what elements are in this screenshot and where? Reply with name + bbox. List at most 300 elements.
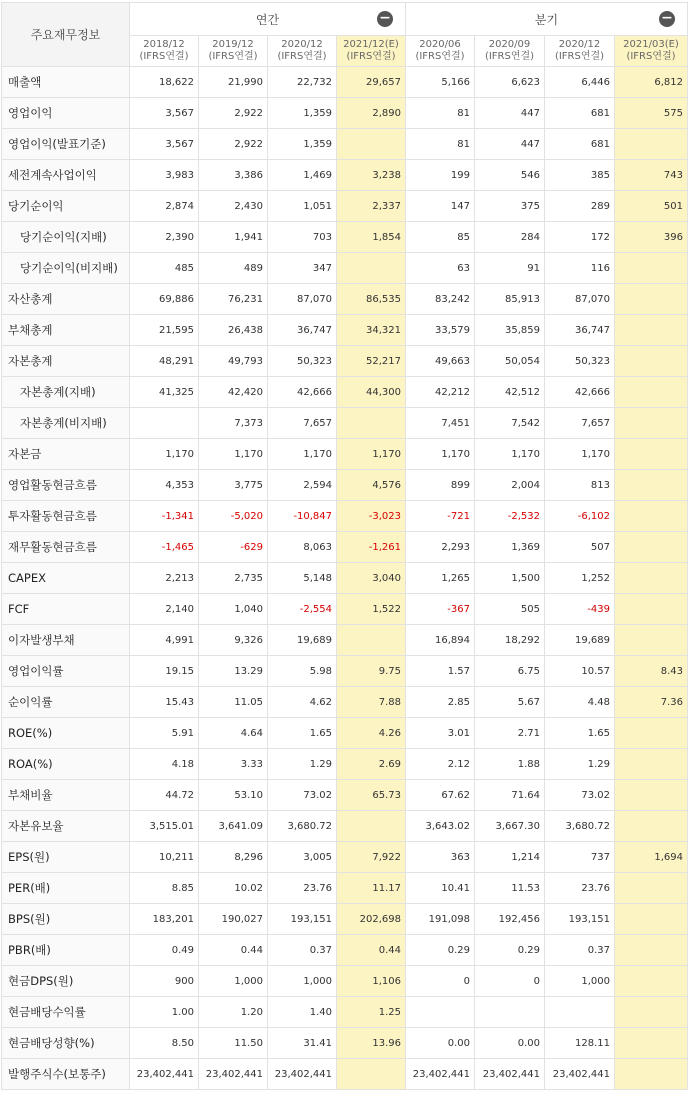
- value-cell: 21,595: [130, 315, 199, 346]
- value-cell: 87,070: [545, 284, 615, 315]
- value-cell: 67.62: [406, 780, 475, 811]
- value-cell: 31.41: [268, 1028, 337, 1059]
- value-cell: [475, 997, 545, 1028]
- collapse-annual-minus-icon[interactable]: −: [377, 11, 393, 27]
- value-cell: 13.96: [337, 1028, 406, 1059]
- table-row: [2, 129, 688, 160]
- value-cell: 86,535: [337, 284, 406, 315]
- value-cell: 546: [475, 160, 545, 191]
- value-cell: 0.00: [475, 1028, 545, 1059]
- value-cell: -367: [406, 594, 475, 625]
- value-cell: 190,027: [199, 904, 268, 935]
- value-cell: 3.01: [406, 718, 475, 749]
- quarter-group-header: [406, 3, 688, 36]
- table-row: [2, 470, 688, 501]
- table-row: [2, 563, 688, 594]
- value-cell: 7,922: [337, 842, 406, 873]
- value-cell: 5.98: [268, 656, 337, 687]
- value-cell: 10,211: [130, 842, 199, 873]
- value-cell: 7,657: [545, 408, 615, 439]
- value-cell: [130, 408, 199, 439]
- row-label: 영업활동현금흐름: [2, 470, 130, 501]
- row-label: 세전계속사업이익: [2, 160, 130, 191]
- value-cell: 16,894: [406, 625, 475, 656]
- value-cell: 1,252: [545, 563, 615, 594]
- value-cell: -3,023: [337, 501, 406, 532]
- value-cell: 69,886: [130, 284, 199, 315]
- table-row: [2, 718, 688, 749]
- value-cell: 10.41: [406, 873, 475, 904]
- value-cell: 73.02: [268, 780, 337, 811]
- value-cell: 1,500: [475, 563, 545, 594]
- value-cell: 42,420: [199, 377, 268, 408]
- value-cell: 50,054: [475, 346, 545, 377]
- value-cell: 1,941: [199, 222, 268, 253]
- value-cell: 10.57: [545, 656, 615, 687]
- value-cell: 19.15: [130, 656, 199, 687]
- basis-label: (IFRS연결): [626, 51, 676, 62]
- value-cell: [615, 780, 688, 811]
- value-cell: -629: [199, 532, 268, 563]
- value-cell: 2,430: [199, 191, 268, 222]
- value-cell: 1,000: [199, 966, 268, 997]
- table-row: [2, 935, 688, 966]
- basis-label: (IFRS연결): [139, 51, 189, 62]
- value-cell: 85: [406, 222, 475, 253]
- collapse-quarter-minus-icon[interactable]: −: [659, 11, 675, 27]
- value-cell: 63: [406, 253, 475, 284]
- row-label: 현금배당수익률: [2, 997, 130, 1028]
- value-cell: 4.48: [545, 687, 615, 718]
- table-row: [2, 811, 688, 842]
- value-cell: 2,922: [199, 129, 268, 160]
- value-cell: 813: [545, 470, 615, 501]
- value-cell: 4,576: [337, 470, 406, 501]
- value-cell: -721: [406, 501, 475, 532]
- value-cell: 15.43: [130, 687, 199, 718]
- annual-group-header: [130, 3, 406, 36]
- value-cell: 737: [545, 842, 615, 873]
- value-cell: 23,402,441: [406, 1059, 475, 1090]
- value-cell: -6,102: [545, 501, 615, 532]
- row-label: 영업이익률: [2, 656, 130, 687]
- value-cell: -10,847: [268, 501, 337, 532]
- value-cell: 1.57: [406, 656, 475, 687]
- value-cell: [545, 997, 615, 1028]
- value-cell: 6.75: [475, 656, 545, 687]
- value-cell: 1.40: [268, 997, 337, 1028]
- value-cell: 8,296: [199, 842, 268, 873]
- value-cell: 48,291: [130, 346, 199, 377]
- value-cell: 18,622: [130, 67, 199, 98]
- value-cell: 1,854: [337, 222, 406, 253]
- row-label: 자산총계: [2, 284, 130, 315]
- value-cell: 1.65: [545, 718, 615, 749]
- table-row: [2, 253, 688, 284]
- value-cell: 5,166: [406, 67, 475, 98]
- value-cell: 41,325: [130, 377, 199, 408]
- value-cell: [406, 997, 475, 1028]
- period-header-cell: [475, 36, 545, 67]
- value-cell: 347: [268, 253, 337, 284]
- value-cell: 22,732: [268, 67, 337, 98]
- value-cell: 19,689: [268, 625, 337, 656]
- value-cell: 2,390: [130, 222, 199, 253]
- value-cell: 1,694: [615, 842, 688, 873]
- value-cell: 11.17: [337, 873, 406, 904]
- value-cell: 6,446: [545, 67, 615, 98]
- financial-summary-table: [1, 2, 688, 1090]
- value-cell: 1,469: [268, 160, 337, 191]
- value-cell: 1,170: [199, 439, 268, 470]
- value-cell: 0.37: [268, 935, 337, 966]
- value-cell: 6,812: [615, 67, 688, 98]
- value-cell: 13.29: [199, 656, 268, 687]
- value-cell: 3,643.02: [406, 811, 475, 842]
- value-cell: 1,000: [268, 966, 337, 997]
- value-cell: 4,991: [130, 625, 199, 656]
- table-row: [2, 997, 688, 1028]
- value-cell: 1,040: [199, 594, 268, 625]
- value-cell: 1.88: [475, 749, 545, 780]
- value-cell: -5,020: [199, 501, 268, 532]
- value-cell: 0.44: [199, 935, 268, 966]
- value-cell: 284: [475, 222, 545, 253]
- row-label: BPS(원): [2, 904, 130, 935]
- row-label: 부채총계: [2, 315, 130, 346]
- value-cell: 1,170: [130, 439, 199, 470]
- row-label: 자본총계: [2, 346, 130, 377]
- value-cell: [615, 377, 688, 408]
- value-cell: 2,890: [337, 98, 406, 129]
- period-header-cell: [406, 36, 475, 67]
- value-cell: 2,735: [199, 563, 268, 594]
- value-cell: 1,170: [268, 439, 337, 470]
- row-label: 순이익률: [2, 687, 130, 718]
- value-cell: 202,698: [337, 904, 406, 935]
- row-label: ROE(%): [2, 718, 130, 749]
- period-label: 2020/06: [419, 39, 461, 50]
- value-cell: [615, 935, 688, 966]
- value-cell: 681: [545, 129, 615, 160]
- value-cell: 193,151: [545, 904, 615, 935]
- value-cell: 1,522: [337, 594, 406, 625]
- value-cell: 7,451: [406, 408, 475, 439]
- value-cell: 81: [406, 98, 475, 129]
- value-cell: 3,040: [337, 563, 406, 594]
- value-cell: 23,402,441: [268, 1059, 337, 1090]
- value-cell: 36,747: [545, 315, 615, 346]
- value-cell: 9,326: [199, 625, 268, 656]
- value-cell: 1,170: [337, 439, 406, 470]
- value-cell: 3,567: [130, 98, 199, 129]
- value-cell: 7.36: [615, 687, 688, 718]
- value-cell: 0.37: [545, 935, 615, 966]
- value-cell: 1.25: [337, 997, 406, 1028]
- value-cell: 899: [406, 470, 475, 501]
- period-label: 2018/12: [143, 39, 185, 50]
- period-label: 2020/12: [558, 39, 601, 50]
- value-cell: 1.29: [545, 749, 615, 780]
- table-row: [2, 687, 688, 718]
- table-row: [2, 594, 688, 625]
- value-cell: 375: [475, 191, 545, 222]
- basis-label: (IFRS연결): [554, 51, 605, 62]
- period-label: 2020/12: [281, 39, 323, 50]
- period-label: 2019/12: [212, 39, 254, 50]
- value-cell: 4.26: [337, 718, 406, 749]
- table-row: [2, 284, 688, 315]
- row-label: PER(배): [2, 873, 130, 904]
- value-cell: 7,657: [268, 408, 337, 439]
- value-cell: 11.50: [199, 1028, 268, 1059]
- table-row: [2, 1059, 688, 1090]
- value-cell: 7,542: [475, 408, 545, 439]
- row-label: 당기순이익(지배): [2, 222, 130, 253]
- row-label: 자본총계(지배): [2, 377, 130, 408]
- value-cell: 4.18: [130, 749, 199, 780]
- value-cell: -2,554: [268, 594, 337, 625]
- value-cell: 575: [615, 98, 688, 129]
- value-cell: 23.76: [268, 873, 337, 904]
- table-row: [2, 966, 688, 997]
- value-cell: 1,170: [545, 439, 615, 470]
- value-cell: 50,323: [268, 346, 337, 377]
- basis-label: (IFRS연결): [484, 51, 535, 62]
- value-cell: [615, 997, 688, 1028]
- financial-table-body: [2, 67, 688, 1090]
- value-cell: 199: [406, 160, 475, 191]
- value-cell: 2.71: [475, 718, 545, 749]
- table-row: [2, 191, 688, 222]
- value-cell: 2.85: [406, 687, 475, 718]
- value-cell: 9.75: [337, 656, 406, 687]
- value-cell: 447: [475, 98, 545, 129]
- value-cell: [615, 904, 688, 935]
- value-cell: 23,402,441: [545, 1059, 615, 1090]
- period-header-cell: [268, 36, 337, 67]
- period-header-cell: [615, 36, 688, 67]
- period-header-cell: [337, 36, 406, 67]
- value-cell: 65.73: [337, 780, 406, 811]
- value-cell: 4.64: [199, 718, 268, 749]
- value-cell: 900: [130, 966, 199, 997]
- value-cell: 2,140: [130, 594, 199, 625]
- value-cell: 193,151: [268, 904, 337, 935]
- value-cell: 3,983: [130, 160, 199, 191]
- value-cell: 128.11: [545, 1028, 615, 1059]
- value-cell: 396: [615, 222, 688, 253]
- value-cell: [615, 408, 688, 439]
- table-row: [2, 749, 688, 780]
- value-cell: 0.44: [337, 935, 406, 966]
- value-cell: -1,465: [130, 532, 199, 563]
- table-row: [2, 780, 688, 811]
- value-cell: 36,747: [268, 315, 337, 346]
- value-cell: 11.05: [199, 687, 268, 718]
- value-cell: [615, 811, 688, 842]
- value-cell: 1.00: [130, 997, 199, 1028]
- value-cell: 0.29: [475, 935, 545, 966]
- value-cell: 10.02: [199, 873, 268, 904]
- period-header-cell: [545, 36, 615, 67]
- table-row: [2, 408, 688, 439]
- basis-label: (IFRS연결): [208, 51, 258, 62]
- value-cell: 23.76: [545, 873, 615, 904]
- table-row: [2, 904, 688, 935]
- row-label: EPS(원): [2, 842, 130, 873]
- row-label: 영업이익(발표기준): [2, 129, 130, 160]
- value-cell: -439: [545, 594, 615, 625]
- value-cell: 0.49: [130, 935, 199, 966]
- row-label: 발행주식수(보통주): [2, 1059, 130, 1090]
- value-cell: 42,512: [475, 377, 545, 408]
- value-cell: 183,201: [130, 904, 199, 935]
- value-cell: 2,004: [475, 470, 545, 501]
- table-row: [2, 501, 688, 532]
- value-cell: 385: [545, 160, 615, 191]
- value-cell: 1,170: [406, 439, 475, 470]
- row-label: PBR(배): [2, 935, 130, 966]
- value-cell: 21,990: [199, 67, 268, 98]
- value-cell: [615, 501, 688, 532]
- basis-label: (IFRS연결): [346, 51, 396, 62]
- value-cell: 11.53: [475, 873, 545, 904]
- value-cell: 191,098: [406, 904, 475, 935]
- row-label: FCF: [2, 594, 130, 625]
- value-cell: [615, 129, 688, 160]
- table-row: [2, 873, 688, 904]
- value-cell: 681: [545, 98, 615, 129]
- period-label: 2021/03(E): [623, 39, 679, 50]
- value-cell: 192,456: [475, 904, 545, 935]
- row-label: 영업이익: [2, 98, 130, 129]
- value-cell: 501: [615, 191, 688, 222]
- table-row: [2, 160, 688, 191]
- value-cell: 2,213: [130, 563, 199, 594]
- row-label: 이자발생부채: [2, 625, 130, 656]
- value-cell: [615, 625, 688, 656]
- value-cell: 489: [199, 253, 268, 284]
- value-cell: [615, 749, 688, 780]
- value-cell: 33,579: [406, 315, 475, 346]
- value-cell: [615, 346, 688, 377]
- value-cell: [615, 439, 688, 470]
- value-cell: 73.02: [545, 780, 615, 811]
- value-cell: [615, 315, 688, 346]
- basis-label: (IFRS연결): [415, 51, 465, 62]
- table-row: [2, 625, 688, 656]
- value-cell: [615, 563, 688, 594]
- quarter-group-label: 분기: [534, 12, 559, 27]
- value-cell: 0.29: [406, 935, 475, 966]
- value-cell: 71.64: [475, 780, 545, 811]
- value-cell: 147: [406, 191, 475, 222]
- value-cell: 0: [475, 966, 545, 997]
- value-cell: 703: [268, 222, 337, 253]
- value-cell: [615, 253, 688, 284]
- value-cell: 7.88: [337, 687, 406, 718]
- value-cell: 0: [406, 966, 475, 997]
- value-cell: 0.00: [406, 1028, 475, 1059]
- value-cell: 3,680.72: [545, 811, 615, 842]
- table-row: [2, 98, 688, 129]
- row-label: 자본총계(비지배): [2, 408, 130, 439]
- value-cell: 2,337: [337, 191, 406, 222]
- value-cell: 2,594: [268, 470, 337, 501]
- value-cell: 116: [545, 253, 615, 284]
- value-cell: -2,532: [475, 501, 545, 532]
- row-label: 현금배당성향(%): [2, 1028, 130, 1059]
- value-cell: 91: [475, 253, 545, 284]
- table-row: [2, 346, 688, 377]
- value-cell: 363: [406, 842, 475, 873]
- row-label: 재무활동현금흐름: [2, 532, 130, 563]
- value-cell: 3,680.72: [268, 811, 337, 842]
- value-cell: [615, 470, 688, 501]
- value-cell: 1,000: [545, 966, 615, 997]
- value-cell: [337, 1059, 406, 1090]
- value-cell: [337, 129, 406, 160]
- value-cell: 1,359: [268, 129, 337, 160]
- value-cell: 8,063: [268, 532, 337, 563]
- value-cell: 8.50: [130, 1028, 199, 1059]
- row-label: 당기순이익: [2, 191, 130, 222]
- value-cell: 3.33: [199, 749, 268, 780]
- value-cell: 743: [615, 160, 688, 191]
- value-cell: 49,793: [199, 346, 268, 377]
- value-cell: 2,922: [199, 98, 268, 129]
- value-cell: 85,913: [475, 284, 545, 315]
- table-row: [2, 842, 688, 873]
- value-cell: -1,341: [130, 501, 199, 532]
- value-cell: 6,623: [475, 67, 545, 98]
- value-cell: 4,353: [130, 470, 199, 501]
- value-cell: 2,293: [406, 532, 475, 563]
- value-cell: 83,242: [406, 284, 475, 315]
- value-cell: 23,402,441: [130, 1059, 199, 1090]
- value-cell: [337, 253, 406, 284]
- value-cell: 23,402,441: [199, 1059, 268, 1090]
- value-cell: 2,874: [130, 191, 199, 222]
- value-cell: 7,373: [199, 408, 268, 439]
- value-cell: 23,402,441: [475, 1059, 545, 1090]
- value-cell: 50,323: [545, 346, 615, 377]
- value-cell: [615, 1028, 688, 1059]
- table-row: [2, 532, 688, 563]
- value-cell: 1.20: [199, 997, 268, 1028]
- value-cell: [615, 284, 688, 315]
- value-cell: 447: [475, 129, 545, 160]
- row-label: 당기순이익(비지배): [2, 253, 130, 284]
- value-cell: 5.67: [475, 687, 545, 718]
- value-cell: 1,369: [475, 532, 545, 563]
- table-row: [2, 315, 688, 346]
- table-row: [2, 1028, 688, 1059]
- corner-header: 주요재무정보: [2, 3, 130, 67]
- value-cell: 8.43: [615, 656, 688, 687]
- value-cell: 3,667.30: [475, 811, 545, 842]
- period-header-cell: [199, 36, 268, 67]
- value-cell: [337, 408, 406, 439]
- value-cell: 3,775: [199, 470, 268, 501]
- row-label: 자본금: [2, 439, 130, 470]
- row-label: ROA(%): [2, 749, 130, 780]
- value-cell: 1,051: [268, 191, 337, 222]
- value-cell: [615, 594, 688, 625]
- value-cell: 34,321: [337, 315, 406, 346]
- value-cell: 507: [545, 532, 615, 563]
